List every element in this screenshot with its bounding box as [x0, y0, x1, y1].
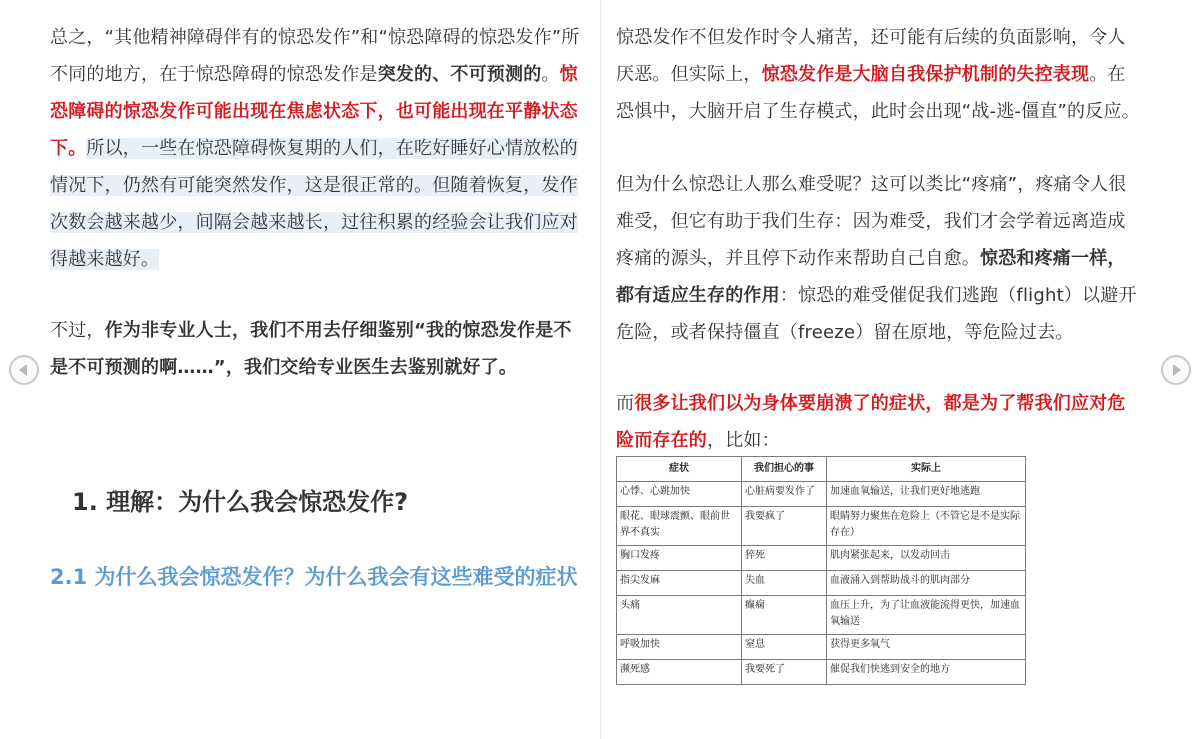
table-cell: 癫痫 [742, 596, 827, 635]
table-cell: 眼睛努力聚焦在危险上（不管它是不是实际存在） [827, 507, 1026, 546]
chevron-left-icon [19, 364, 27, 376]
right-page [616, 0, 1140, 739]
table-row [617, 596, 1026, 635]
text-run: 。 [541, 64, 560, 85]
table-row [617, 507, 1026, 546]
table-cell: 失血 [742, 571, 827, 596]
text-run: 而 [616, 393, 635, 414]
page-divider [600, 0, 601, 739]
table-cell: 心脏病要发作了 [742, 482, 827, 507]
text-run-red: 很多让我们以为身体要崩溃了的症状，都是为了帮我们应对危险而存在的 [616, 393, 1126, 451]
table-body [617, 482, 1026, 685]
table-cell: 催促我们快逃到安全的地方 [827, 660, 1026, 685]
text-run: ：惊恐的难受催促我们逃跑（flight）以避开危险，或者保持僵直（freeze）留在原地，等危险过去。 [616, 285, 1137, 343]
text-run: 不过， [50, 320, 105, 341]
text-run: 。在恐惧中，大脑开启了生存模式，此时会出现“战-逃-僵直”的反应。 [616, 64, 1140, 122]
table-row [617, 660, 1026, 685]
table-cell: 呼吸加快 [617, 635, 742, 660]
text-run-red: 惊恐障碍的惊恐发作可能出现在焦虑状态下，也可能出现在平静状态下。 [50, 64, 578, 159]
table-cell: 窒息 [742, 635, 827, 660]
text-run-bold: 惊恐和疼痛一样，都有适应生存的作用 [616, 248, 1126, 306]
subsection-heading: 2.1 为什么我会惊恐发作？为什么我会有这些难受的症状 [50, 565, 578, 589]
paragraph [50, 312, 580, 386]
table-header-row [617, 457, 1026, 482]
chevron-right-icon [1173, 364, 1181, 376]
table-row [617, 482, 1026, 507]
paragraph [50, 19, 580, 278]
table-row [617, 635, 1026, 660]
text-run: 总之，“其他精神障碍伴有的惊恐发作”和“惊恐障碍的惊恐发作”所不同的地方，在于惊恐障碍的惊恐发作是 [50, 27, 580, 85]
text-run: ，比如： [707, 430, 780, 451]
table-cell: 指尖发麻 [617, 571, 742, 596]
text-run-bold: 突发的、不可预测的 [377, 64, 542, 85]
table-cell: 我要死了 [742, 660, 827, 685]
table-header-cell: 实际上 [827, 457, 1026, 482]
table-cell: 血液涌入到帮助战斗的肌肉部分 [827, 571, 1026, 596]
paragraph [616, 166, 1140, 351]
table-header-cell: 症状 [617, 457, 742, 482]
table-cell: 我要疯了 [742, 507, 827, 546]
table-cell: 眼花、眼球震颤、眼前世界不真实 [617, 507, 742, 546]
table-cell: 加速血氧输送，让我们更好地逃跑 [827, 482, 1026, 507]
table-header-cell: 我们担心的事 [742, 457, 827, 482]
previous-page-button[interactable] [9, 355, 39, 385]
table-cell: 获得更多氧气 [827, 635, 1026, 660]
text-run: 惊恐发作不但发作时令人痛苦，还可能有后续的负面影响，令人厌恶。但实际上， [616, 27, 1126, 85]
table-cell: 猝死 [742, 546, 827, 571]
text-run-red: 惊恐发作是大脑自我保护机制的失控表现 [761, 64, 1090, 85]
text-run-bold: 作为非专业人士，我们不用去仔细鉴别“我的惊恐发作是不是不可预测的啊……”，我们交给专业医生去鉴别就好了。 [50, 320, 572, 378]
table-cell: 头痛 [617, 596, 742, 635]
section-heading: 1. 理解：为什么我会惊恐发作? [72, 488, 409, 516]
table-cell: 心悸、心跳加快 [617, 482, 742, 507]
table-cell: 肌肉紧张起来，以发动回击 [827, 546, 1026, 571]
symptom-table [616, 456, 1026, 685]
text-run-hl: 所以，一些在惊恐障碍恢复期的人们，在吃好睡好心情放松的情况下，仍然有可能突然发作，这是很正常的。但随着恢复，发作次数会越来越少，间隔会越来越长，过往积累的经验会让我们应对得越来越好。 [50, 138, 578, 270]
paragraph [616, 19, 1140, 130]
table-cell: 胸口发疼 [617, 546, 742, 571]
table-cell: 濒死感 [617, 660, 742, 685]
table-row [617, 546, 1026, 571]
paragraph [616, 385, 1140, 459]
table-cell: 血压上升，为了让血液能流得更快，加速血氧输送 [827, 596, 1026, 635]
text-run: 但为什么惊恐让人那么难受呢？这可以类比“疼痛”，疼痛令人很难受，但它有助于我们生存：因为难受，我们才会学着远离造成疼痛的源头，并且停下动作来帮助自己自愈。 [616, 174, 1127, 269]
next-page-button[interactable] [1161, 355, 1191, 385]
left-page [50, 0, 580, 739]
table-row [617, 571, 1026, 596]
